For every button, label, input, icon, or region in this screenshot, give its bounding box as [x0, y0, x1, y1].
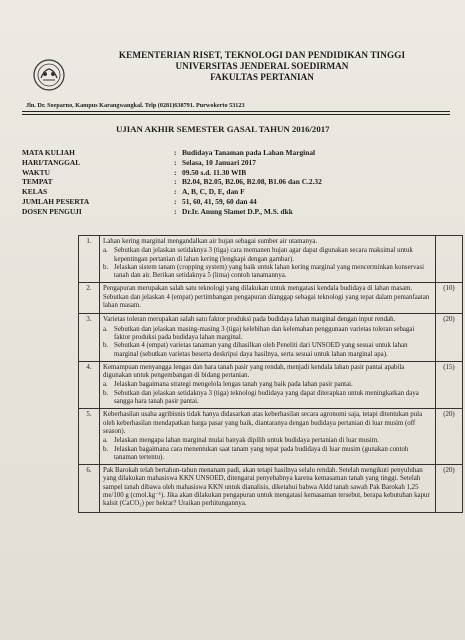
subitem-label: a. [103, 325, 108, 333]
question-row [79, 283, 463, 314]
meta-key: HARI/TANGGAL [22, 157, 81, 167]
subitem-text: Jelaskan bagaimana cara menentukan saat tanam yang tepat pada budidaya di luar musim (gunakan contoh tanaman tertentu). [114, 445, 409, 461]
question-intro: Varietas toleran merupakan salah satu faktor produksi pada budidaya lahan marginal dengan input rendah. [103, 316, 396, 324]
question-subitem [103, 381, 432, 389]
question-body [100, 283, 436, 314]
question-subitem [103, 390, 432, 407]
question-number: 2. [79, 283, 100, 314]
meta-row [22, 158, 452, 168]
institution-address: Jln. Dr. Soeparno, Kampus Karangwangkal. Telp (0281)638791. Purwokerto 53123 [26, 102, 245, 109]
question-body [100, 236, 436, 283]
question-row [79, 314, 463, 361]
subitem-text: Jelaskan sistem tanam (cropping system) yang baik untuk lahan kering marginal yang mencerminkan konservasi tanah dan air. Berikan setidaknya 5 (lima) contoh tanamannya. [114, 263, 425, 280]
meta-row [22, 168, 452, 178]
subitem-label: a. [103, 381, 108, 389]
meta-key: JUMLAH PESERTA [22, 196, 90, 206]
subitem-text: Sebutkan dan jelaskan masing-masing 3 (tiga) kelebihan dan kelemahan penggunaan varietas toleran sebagai faktor produksi pada budidaya lahan marginal. [114, 325, 415, 341]
question-score: (15) [436, 361, 463, 408]
meta-row [22, 148, 452, 158]
subitem-text: Sebutkan 4 (empat) varietas tanaman yang dihasilkan oleh Peneliti dari UNSOED yang sesuai untuk lahan marginal (sebutkan varietas beserta deskripsi daya hasilnya, serta sesuai untuk lahan marginal apa). [114, 342, 408, 358]
question-intro: Lahan kering marginal mengandalkan air hujan sebagai sumber air utamanya. [103, 238, 318, 245]
question-number: 1. [79, 236, 100, 283]
institution-heading [72, 50, 452, 83]
header-divider [22, 111, 450, 112]
exam-meta [22, 148, 452, 217]
subitem-text: Jelaskan bagaimana strategi mengelola lengas tanah yang baik pada lahan pasir pantai. [114, 381, 353, 389]
meta-colon: : [174, 157, 177, 167]
exam-title: UJIAN AKHIR SEMESTER GASAL TAHUN 2016/2017 [116, 124, 330, 134]
question-row [79, 465, 463, 512]
meta-value: Budidaya Tanaman pada Lahan Marginal [182, 148, 316, 157]
question-row [79, 236, 463, 283]
question-score [436, 236, 463, 283]
meta-colon: : [174, 206, 177, 216]
question-subitem [103, 247, 432, 264]
meta-colon: : [174, 177, 177, 187]
question-number: 5. [79, 409, 100, 465]
question-number: 4. [79, 361, 100, 408]
question-row [79, 361, 463, 408]
question-subitem [103, 326, 432, 343]
meta-row [22, 197, 452, 207]
subitem-label: b. [103, 445, 109, 453]
question-score: (20) [436, 314, 463, 361]
meta-colon: : [174, 196, 177, 206]
meta-row [22, 177, 452, 187]
meta-key: KELAS [22, 187, 48, 197]
question-intro: Keberhasilan usaha agribisnis tidak hanya didasarkan atas keberhasilan secara agronomi saja, tetapi ditentukan pula oleh keberhasilan mendapatkan harga pasar yang baik, diantaranya dengan budidaya pertanian di luar musim (off season). [103, 411, 423, 435]
subitem-text: Jelaskan mengapa lahan marginal mulai banyak dipilih untuk budidaya pertanian di luar musim. [114, 437, 379, 445]
meta-row [22, 207, 452, 217]
meta-colon: : [174, 148, 177, 157]
question-row [79, 409, 463, 465]
letterhead [30, 50, 450, 98]
meta-value: Dr.Ir. Anung Slamet D.P., M.S. dkk [182, 206, 293, 216]
subitem-label: a. [103, 437, 108, 445]
question-intro: Kemampuan menyangga lengas dan hara tanah pasir yang rendah, menjadi kendala lahan pasir pantai apabila digunakan untuk pengembangan di bidang pertanian. [103, 363, 405, 380]
meta-key: MATA KULIAH [22, 148, 75, 157]
question-table [78, 235, 463, 513]
subitem-label: b. [103, 342, 109, 350]
subitem-label: b. [103, 263, 109, 271]
meta-value: 09.50 s.d. 11.30 WIB [182, 167, 247, 177]
question-body [100, 465, 436, 512]
question-body [100, 361, 436, 408]
university-seal-icon [32, 58, 66, 92]
question-subitem [103, 446, 432, 463]
meta-value: A, B, C, D, E, dan F [182, 187, 245, 197]
question-number: 6. [79, 465, 100, 512]
header-divider-thin [22, 114, 450, 115]
question-intro: Pak Barokah telah bertahun-tahun menanam padi, akan tetapi hasilnya selalu rendah. Setelah mengikuti penyuluhan yang dilakukan mahasiswa KKN UNSOED, ditengarai penyebabnya karena kemasaman tanah yang tinggi. Setelah sampel tanah dibawa oleh mahasiswa KKN untuk dianalisis, diketahui bahwa Aldd tanah sawah Pak Barokah 1,25 me/100 g (cmol.kg⁻¹). Jika akan dilakukan pengapuran untuk mengatasi kemasaman tersebut, berapa kebutuhan kapur kalsit (CaCO₃) per hektar? Uraikan perhitungannya. [103, 467, 430, 508]
question-body [100, 409, 436, 465]
faculty-name: FAKULTAS PERTANIAN [210, 72, 314, 82]
meta-row [22, 187, 452, 197]
question-score: (10) [436, 283, 463, 314]
subitem-label: b. [103, 389, 109, 397]
meta-value: B2.04, B2.05, B2.06, B2.08, B1.06 dan C.2.32 [182, 177, 322, 187]
question-subitem [103, 437, 432, 445]
university-name: UNIVERSITAS JENDERAL SOEDIRMAN [175, 61, 349, 71]
meta-value: Selasa, 10 Januari 2017 [182, 157, 256, 167]
meta-colon: : [174, 187, 177, 197]
question-body [100, 314, 436, 361]
question-subitem [103, 264, 432, 281]
meta-key: DOSEN PENGUJI [22, 206, 82, 216]
question-number: 3. [79, 314, 100, 361]
subitem-label: a. [103, 247, 108, 255]
question-subitem [103, 342, 432, 359]
ministry-name: KEMENTERIAN RISET, TEKNOLOGI DAN PENDIDIKAN TINGGI [118, 50, 406, 60]
subitem-text: Sebutkan dan jelaskan setidaknya 3 (tiga) cara memanen hujan agar dapat digunakan secara maksimal untuk kepentingan pertanian di lahan kering (lengkapi dengan gambar). [114, 247, 413, 263]
question-score: (20) [436, 465, 463, 512]
meta-key: TEMPAT [22, 177, 53, 187]
meta-colon: : [174, 167, 177, 177]
question-score: (20) [436, 409, 463, 465]
subitem-text: Sebutkan dan jelaskan setidaknya 3 (tiga) teknologi budidaya yang dapat diterapkan untuk meningkatkan daya sangga hara tanah pasir pantai. [114, 389, 419, 406]
question-intro: Pengapuran merupakan salah satu teknologi yang dilakukan untuk mengatasi kendala budidaya di lahan masam. Sebutkan dan jelaskan 4 (empat) pertimbangan pengapuran dianggap sebagai teknologi yang tepat dalam pemanfaatan lahan masam. [103, 285, 430, 310]
meta-value: 51, 60, 41, 59, 60 dan 44 [182, 196, 257, 206]
meta-key: WAKTU [22, 167, 50, 177]
